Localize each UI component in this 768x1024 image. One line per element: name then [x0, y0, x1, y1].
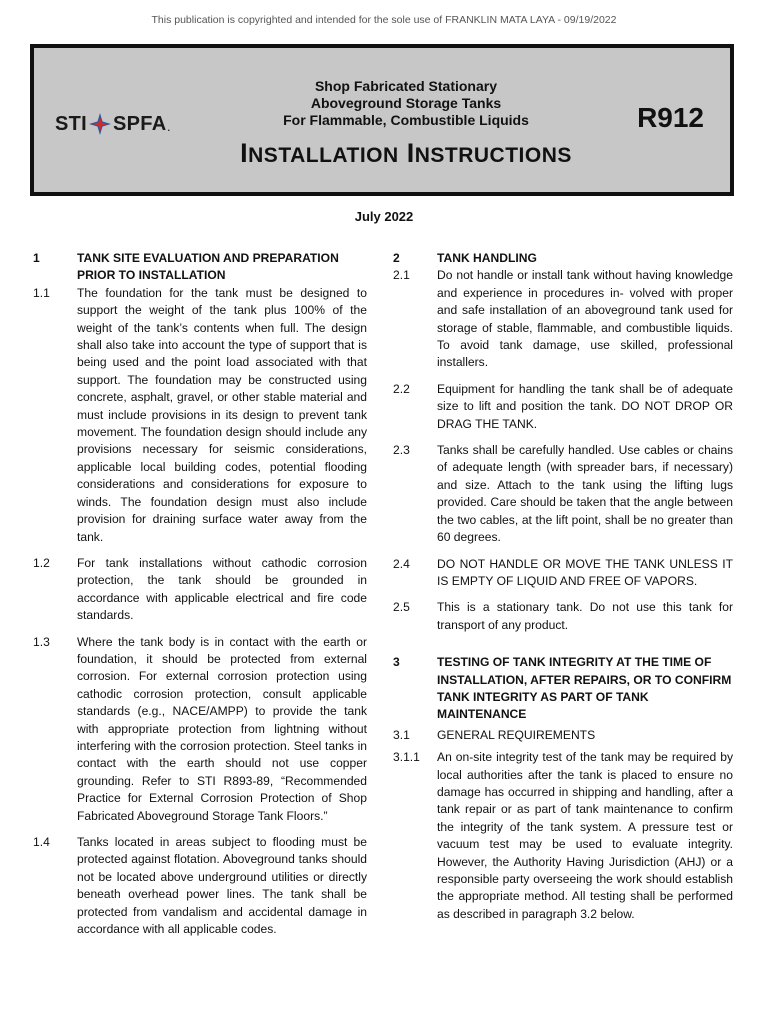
paragraph-text: Equipment for handling the tank shall be of adequate size to lift and position the tank. DO NOT DROP OR DRAG THE TANK.: [437, 381, 733, 431]
paragraph-number: 2.2: [393, 381, 410, 396]
subsection-heading: [393, 727, 733, 744]
paragraph-number: 2.4: [393, 556, 410, 571]
paragraph: [393, 381, 733, 433]
paragraph-text: The foundation for the tank must be designed to support the weight of the tank plus 100% of the weight of the tank’s contents when full. The design shall also take into account the type of support that is being used and the point load associated with that support. The foundation may be constructed using concrete, asphalt, gravel, or other stable material and must include provisions in its design to prevent tank movement. The foundation design should include any provisions necessary for seismic considerations, applicable local building codes, potential flooding considerations and considerations for exposure to winds. The foundation design must also include provision for draining surface water away from the tank.: [77, 285, 367, 544]
paragraph-number: 3.1.1: [393, 750, 420, 765]
subsection-text: GENERAL REQUIREMENTS: [437, 727, 596, 742]
copyright-notice: This publication is copyrighted and intended for the sole use of FRANKLIN MATA LAYA - 09/19/2022: [151, 14, 617, 26]
subsection-number: 3.1: [393, 727, 410, 742]
sti-spfa-logo: [55, 112, 170, 136]
section-text: TANK HANDLING: [437, 251, 537, 265]
title-initial: I: [240, 138, 249, 168]
right-column: [393, 250, 733, 923]
section-text: TANK SITE EVALUATION AND PREPARATION PRIOR TO INSTALLATION: [77, 251, 339, 283]
paragraph-number: 1.3: [33, 634, 50, 649]
section-heading: [393, 654, 733, 724]
paragraph-text: For tank installations without cathodic corrosion protection, the tank should be grounded in accordance with applicable electrical and fire code standards.: [77, 555, 367, 623]
logo-text-right: SPFA: [113, 112, 167, 135]
logo-star-icon: [89, 113, 111, 135]
paragraph: [393, 442, 733, 546]
section-number: 1: [33, 251, 40, 265]
paragraph-text: DO NOT HANDLE OR MOVE THE TANK UNLESS IT IS EMPTY OF LIQUID AND FREE OF VAPORS.: [437, 556, 733, 588]
subtitle-line: For Flammable, Combustible Liquids: [283, 112, 529, 128]
paragraph: [393, 556, 733, 591]
paragraph-number: 1.2: [33, 555, 50, 570]
subtitle-line: Shop Fabricated Stationary: [314, 78, 498, 94]
paragraph-text: Tanks shall be carefully handled. Use cables or chains of adequate length (with spreader bars, if necessary) and size. Attach to the tank using the lifting lugs provided. Care should be taken that the angle between the two cables, at the lift point, shall be no greater than 60 degrees.: [437, 443, 733, 545]
logo-registered-mark: .: [167, 123, 171, 133]
paragraph: [393, 749, 733, 923]
section-heading: [33, 250, 367, 285]
section-number: 3: [393, 655, 400, 670]
paragraph: [393, 267, 733, 371]
paragraph: [33, 634, 367, 825]
paragraph-text: Tanks located in areas subject to flooding must be protected against flotation. Aboveground tanks should not be located above underground utilities or directly beneath overhead power lines. The tank shall be protected from vandalism and accidental damage in accordance with all applicable codes.: [77, 835, 367, 937]
paragraph-number: 2.3: [393, 443, 410, 458]
paragraph-text: An on-site integrity test of the tank may be required by local authorities after the tank is placed to ensure no damage has occurred in shipping and handling, after a tank repair or as part of tank maintenance to confirm the integrity of the tank system. A pressure test or vacuum test may be used to evaluate integrity. However, the Authority Having Jurisdiction (AHJ) or a responsible party overseeing the work should establish the appropriate method. All testing shall be performed as described in paragraph 3.2 below.: [437, 750, 733, 921]
title-rest: NSTRUCTIONS: [414, 144, 572, 167]
paragraph-text: Do not handle or install tank without having knowledge and experience in procedures in- volved with proper and safe installation of an aboveground tank used for storage of stable, flammable, and combustible liquids. To avoid tank damage, use skilled, professional installers.: [437, 268, 733, 370]
paragraph: [33, 285, 367, 546]
paragraph-text: This is a stationary tank. Do not use this tank for transport of any product.: [437, 600, 733, 632]
paragraph-text: Where the tank body is in contact with the earth or foundation, it should be protected from external corrosion. For external corrosion protection using cathodic corrosion protection, consult applicable standards (e.g., NACE/AMPP) to provide the tank with appropriate protection from lightning without interfering with the corrosion protection. Steel tanks in contact with the earth should not use copper grounding. Refer to STI R893-89, “Recommended Practice for External Corrosion Protection of Shop Fabricated Aboveground Storage Tank Floors.”: [77, 634, 367, 823]
title-rest: NSTALLATION: [248, 144, 399, 167]
paragraph-number: 2.5: [393, 600, 410, 615]
left-column: [33, 250, 367, 938]
paragraph-number: 1.1: [33, 285, 50, 300]
document-header: [30, 44, 734, 196]
header-subtitle: [194, 78, 618, 129]
page-title: [154, 138, 658, 169]
title-initial: I: [406, 138, 415, 168]
paragraph-number: 1.4: [33, 835, 50, 849]
section-text: TESTING OF TANK INTEGRITY AT THE TIME OF INSTALLATION, AFTER REPAIRS, OR TO CONFIRM TANK INTEGRITY AS PART OF TANK MAINTENANCE: [437, 655, 732, 722]
section-heading: [393, 250, 733, 267]
paragraph-number: 2.1: [393, 268, 410, 283]
logo-text-left: STI: [55, 112, 88, 135]
paragraph: [393, 599, 733, 634]
publication-date: July 2022: [354, 209, 414, 224]
document-number: R912: [637, 102, 704, 133]
paragraph: [33, 834, 367, 938]
subtitle-line: Aboveground Storage Tanks: [310, 95, 502, 111]
section-number: 2: [393, 251, 400, 265]
paragraph: [33, 555, 367, 625]
